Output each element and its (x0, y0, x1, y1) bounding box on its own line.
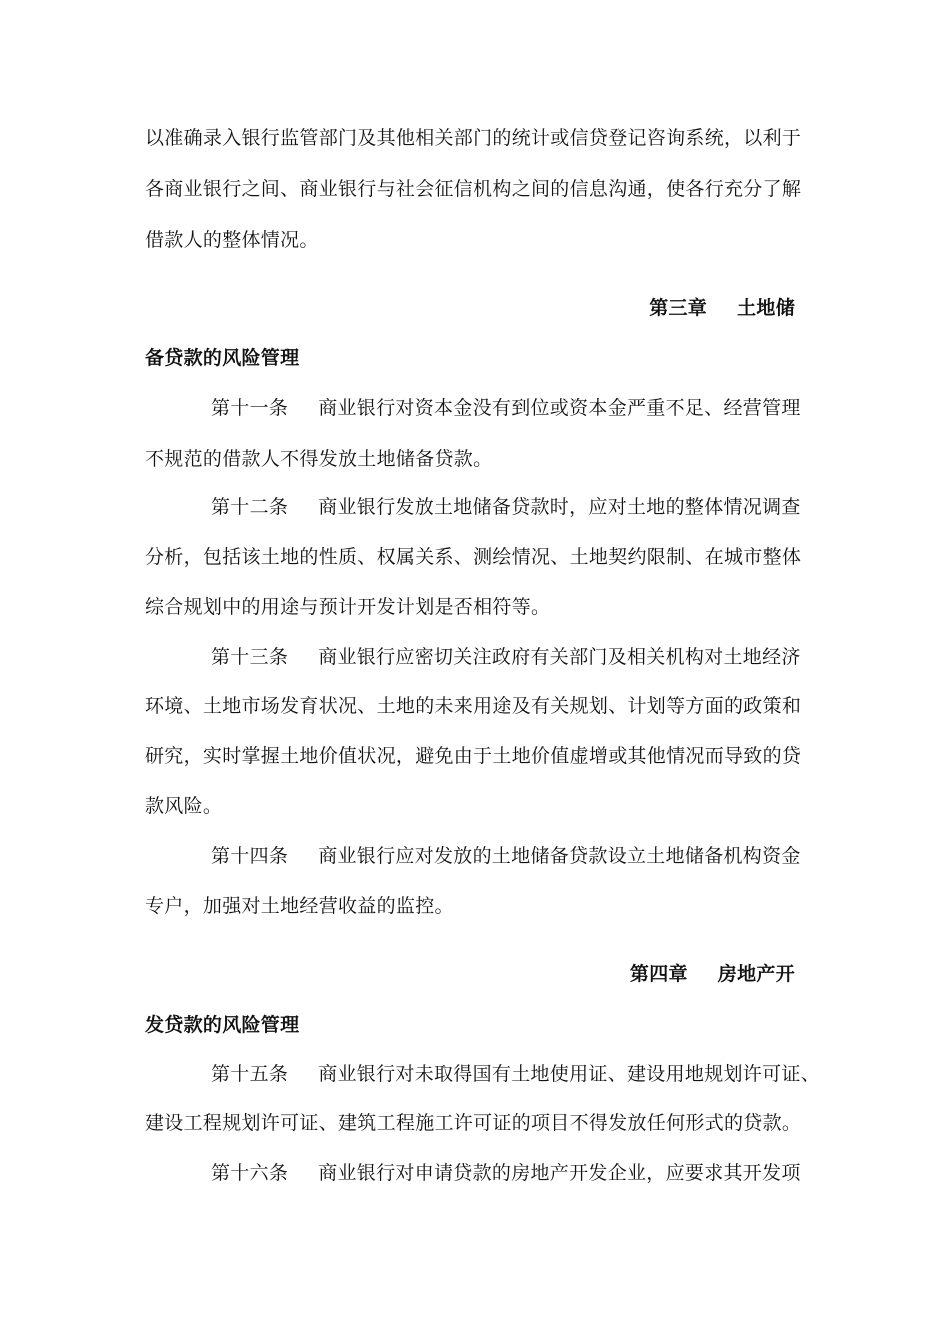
article-line (211, 844, 801, 868)
article-text: 商业银行对资本金没有到位或资本金严重不足、经营管理 (318, 397, 801, 419)
text-line: 综合规划中的用途与预计开发计划是否相符等。 (145, 596, 551, 618)
article-line (211, 1062, 820, 1086)
article-text: 商业银行应对发放的土地储备贷款设立土地储备机构资金 (318, 845, 801, 867)
chapter-heading (649, 296, 795, 320)
article-line (211, 495, 801, 519)
text-line: 各商业银行之间、商业银行与社会征信机构之间的信息沟通，使各行充分了解 (145, 178, 802, 200)
text-line: 环境、土地市场发育状况、土地的未来用途及有关规划、计划等方面的政策和 (145, 695, 802, 717)
article-text: 商业银行对未取得国有土地使用证、建设用地规划许可证、 (318, 1063, 821, 1085)
text-line: 研究，实时掌握土地价值状况，避免由于土地价值虚增或其他情况而导致的贷 (145, 745, 802, 767)
article-label: 第十六条 (211, 1162, 289, 1184)
chapter-title-continuation: 备贷款的风险管理 (145, 347, 300, 369)
article-text: 商业银行对申请贷款的房地产开发企业，应要求其开发项 (318, 1162, 801, 1184)
chapter-title: 土地储 (737, 297, 795, 319)
chapter-heading (630, 962, 795, 986)
chapter-label: 第四章 (629, 963, 688, 985)
text-line: 款风险。 (145, 795, 223, 817)
article-label: 第十四条 (211, 845, 289, 867)
text-line: 不规范的借款人不得发放土地储备贷款。 (145, 448, 493, 470)
article-line (211, 645, 801, 669)
article-text: 商业银行发放土地储备贷款时，应对土地的整体情况调查 (318, 496, 801, 518)
text-line: 专户，加强对土地经营收益的监控。 (145, 895, 454, 917)
text-line: 以准确录入银行监管部门及其他相关部门的统计或信贷登记咨询系统，以利于 (145, 127, 802, 149)
article-line (211, 1161, 801, 1185)
article-label: 第十五条 (211, 1063, 289, 1085)
text-line: 分析，包括该土地的性质、权属关系、测绘情况、土地契约限制、在城市整体 (145, 546, 802, 568)
chapter-title-continuation: 发贷款的风险管理 (145, 1014, 300, 1036)
text-line: 建设工程规划许可证、建筑工程施工许可证的项目不得发放任何形式的贷款。 (145, 1112, 802, 1134)
article-text: 商业银行应密切关注政府有关部门及相关机构对土地经济 (318, 646, 801, 668)
text-line: 借款人的整体情况。 (145, 229, 319, 251)
article-label: 第十一条 (211, 397, 289, 419)
article-label: 第十二条 (211, 496, 289, 518)
article-label: 第十三条 (211, 646, 289, 668)
article-line (211, 396, 801, 420)
chapter-title: 房地产开 (717, 963, 795, 985)
chapter-label: 第三章 (649, 297, 708, 319)
